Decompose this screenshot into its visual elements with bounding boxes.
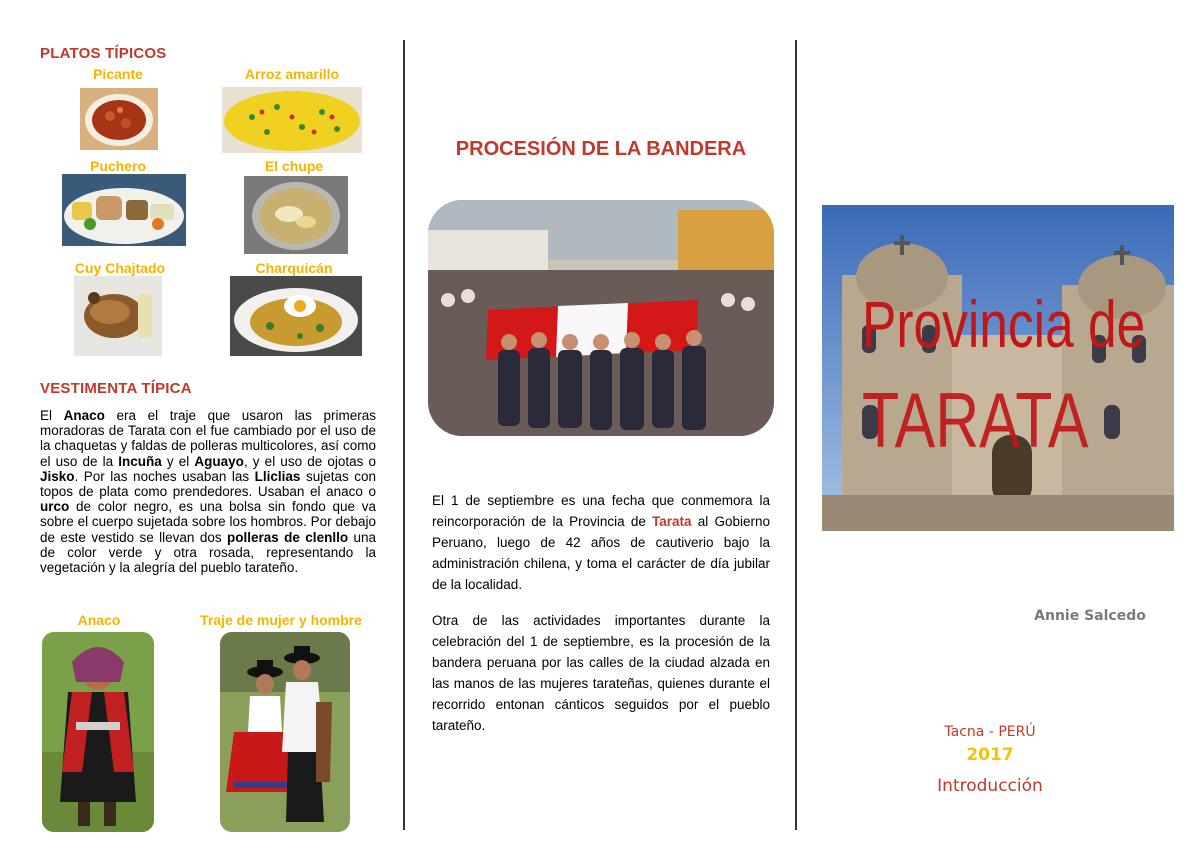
author-name: Annie Salcedo: [1034, 608, 1146, 624]
cover-title-line2: TARATA: [862, 376, 1089, 464]
intro-label: Introducción: [937, 776, 1043, 796]
traje-photo: [220, 632, 350, 832]
dish-label-chupe: El chupe: [264, 158, 324, 174]
cuy-photo: [74, 276, 162, 356]
charquican-photo: [230, 276, 362, 356]
clothing-title: VESTIMENTA TÍPICA: [40, 380, 192, 397]
panel-divider-left: [403, 40, 405, 830]
dish-label-picante: Picante: [93, 66, 143, 82]
procession-photo: [428, 200, 774, 436]
cover-title-line1: Provincia de: [862, 287, 1146, 361]
arroz-photo: [222, 87, 362, 153]
dish-label-puchero: Puchero: [89, 158, 146, 174]
anaco-photo: [42, 632, 154, 832]
picante-photo: [80, 88, 158, 150]
dish-label-cuy: Cuy Chajtado: [74, 260, 166, 276]
procession-title: PROCESIÓN DE LA BANDERA: [455, 138, 747, 160]
puchero-photo: [62, 174, 186, 246]
clothing-paragraph: El Anaco era el traje que usaron las primeras moradoras de Tarata con el fue cambiado por el uso de la chaquetas y faldas de polleras multicolores, así como el uso de la Incuña y el Aguayo, y el uso de ojotas o Jisko. Por las noches usaban las Lliclias sujetas con topos de plata como prendedores. Usaban el anaco o urco de color negro, es una bolsa sin fondo que va sobre el cuerpo sujetada sobre los hombros. Por debajo de este vestido se llevan dos polleras de clenllo una de color verde y otra rosada, representando la vegetación y la alegría del pueblo tarateño.: [40, 408, 376, 576]
place-label: Tacna - PERÚ: [944, 724, 1036, 740]
chupe-photo: [244, 176, 348, 254]
dishes-title: PLATOS TÍPICOS: [40, 45, 167, 62]
cover-photo: [822, 205, 1174, 531]
panel-divider-right: [795, 40, 797, 830]
photo-label-anaco: Anaco: [77, 612, 121, 628]
dish-label-arroz: Arroz amarillo: [244, 66, 340, 82]
dish-label-charquican: Charquicán: [255, 260, 333, 276]
photo-label-traje: Traje de mujer y hombre: [200, 612, 362, 628]
procession-paragraph-1: El 1 de septiembre es una fecha que conmemora la reincorporación de la Provincia de Tarata al Gobierno Peruano, luego de 42 años de cautiverio bajo la administración chilena, y toma el carácter de día jubilar de la localidad.: [432, 493, 770, 592]
year-label: 2017: [966, 745, 1014, 765]
procession-paragraph-2: Otra de las actividades importantes durante la celebración del 1 de septiembre, es la procesión de la bandera peruana por las calles de la ciudad alzada en las manos de las mujeres tarateñas, quienes durante el recorrido entonan cánticos seguidos por el pueblo tarateño.: [432, 613, 770, 733]
